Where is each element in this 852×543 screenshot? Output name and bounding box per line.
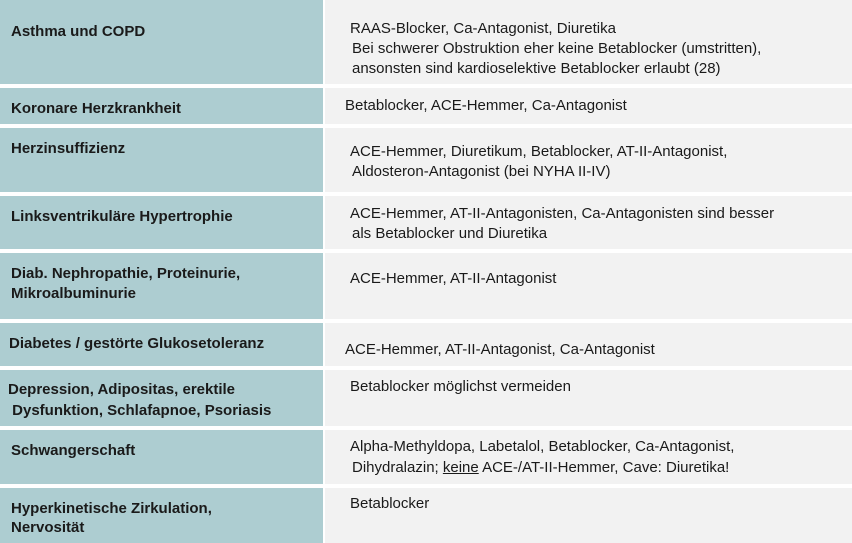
table-row bbox=[0, 488, 852, 543]
condition-cell bbox=[0, 128, 323, 192]
recommendation-text: Betablocker bbox=[350, 495, 430, 512]
condition-label: Linksventrikuläre Hypertrophie bbox=[11, 208, 233, 225]
recommendation-text bbox=[352, 458, 729, 478]
condition-cell bbox=[0, 370, 323, 426]
condition-label: Dysfunktion, Schlafapnoe, Psoriasis bbox=[8, 402, 272, 419]
recommendation-text: als Betablocker und Diuretika bbox=[352, 225, 548, 242]
recommendation-text: Aldosteron-Antagonist (bei NYHA II-IV) bbox=[352, 163, 611, 180]
condition-label: Schwangerschaft bbox=[11, 442, 136, 459]
recommendation-text: Betablocker, ACE-Hemmer, Ca-Antagonist bbox=[345, 97, 627, 114]
recommendation-text: ACE-Hemmer, AT-II-Antagonisten, Ca-Antagonisten sind besser bbox=[350, 205, 775, 222]
condition-label: Hyperkinetische Zirkulation, bbox=[11, 500, 212, 517]
recommendation-text: ACE-Hemmer, AT-II-Antagonist, Ca-Antagonist bbox=[345, 341, 655, 358]
recommendation-cell bbox=[325, 88, 852, 124]
condition-label: Diabetes / gestörte Glukosetoleranz bbox=[9, 335, 265, 352]
recommendation-cell bbox=[325, 196, 852, 249]
recommendation-text: ACE-Hemmer, Diuretikum, Betablocker, AT-II-Antagonist, bbox=[350, 143, 728, 160]
condition-cell bbox=[0, 0, 323, 84]
condition-label: Herzinsuffizienz bbox=[11, 140, 126, 157]
table-row bbox=[0, 323, 852, 366]
recommendation-cell bbox=[325, 253, 852, 319]
condition-label: Koronare Herzkrankheit bbox=[11, 100, 182, 117]
recommendation-cell bbox=[325, 323, 852, 366]
recommendation-text: Betablocker möglichst vermeiden bbox=[350, 378, 571, 395]
condition-label: Depression, Adipositas, erektile bbox=[8, 381, 236, 398]
condition-cell bbox=[0, 323, 323, 366]
underlined-text: keine bbox=[442, 459, 479, 476]
table-row bbox=[0, 430, 852, 484]
condition-cell bbox=[0, 88, 323, 124]
text-segment: ACE-/AT-II-Hemmer, Cave: Diuretika! bbox=[478, 459, 730, 476]
condition-cell bbox=[0, 253, 323, 319]
condition-cell bbox=[0, 430, 323, 484]
recommendation-text: ansonsten sind kardioselektive Betablocker erlaubt (28) bbox=[352, 60, 721, 77]
recommendation-text: ACE-Hemmer, AT-II-Antagonist bbox=[350, 270, 557, 287]
recommendation-text: RAAS-Blocker, Ca-Antagonist, Diuretika bbox=[350, 20, 616, 37]
table-row bbox=[0, 88, 852, 124]
recommendation-cell bbox=[325, 430, 852, 484]
table-row bbox=[0, 0, 852, 84]
recommendation-cell bbox=[325, 128, 852, 192]
condition-label: Asthma und COPD bbox=[11, 23, 146, 40]
recommendation-cell bbox=[325, 0, 852, 84]
recommendation-cell bbox=[325, 488, 852, 543]
recommendation-text: Alpha-Methyldopa, Labetalol, Betablocker, Ca-Antagonist, bbox=[350, 438, 735, 455]
table-row bbox=[0, 128, 852, 192]
condition-cell bbox=[0, 488, 323, 543]
condition-cell bbox=[0, 196, 323, 249]
recommendation-cell bbox=[325, 370, 852, 426]
condition-label: Diab. Nephropathie, Proteinurie, bbox=[11, 265, 241, 282]
condition-label: Mikroalbuminurie bbox=[11, 285, 137, 302]
table-row bbox=[0, 370, 852, 426]
table-row bbox=[0, 196, 852, 249]
text-segment: Dihydralazin; bbox=[352, 459, 443, 476]
recommendation-text: Bei schwerer Obstruktion eher keine Betablocker (umstritten), bbox=[352, 40, 762, 57]
table-row bbox=[0, 253, 852, 319]
condition-label: Nervosität bbox=[11, 519, 85, 536]
